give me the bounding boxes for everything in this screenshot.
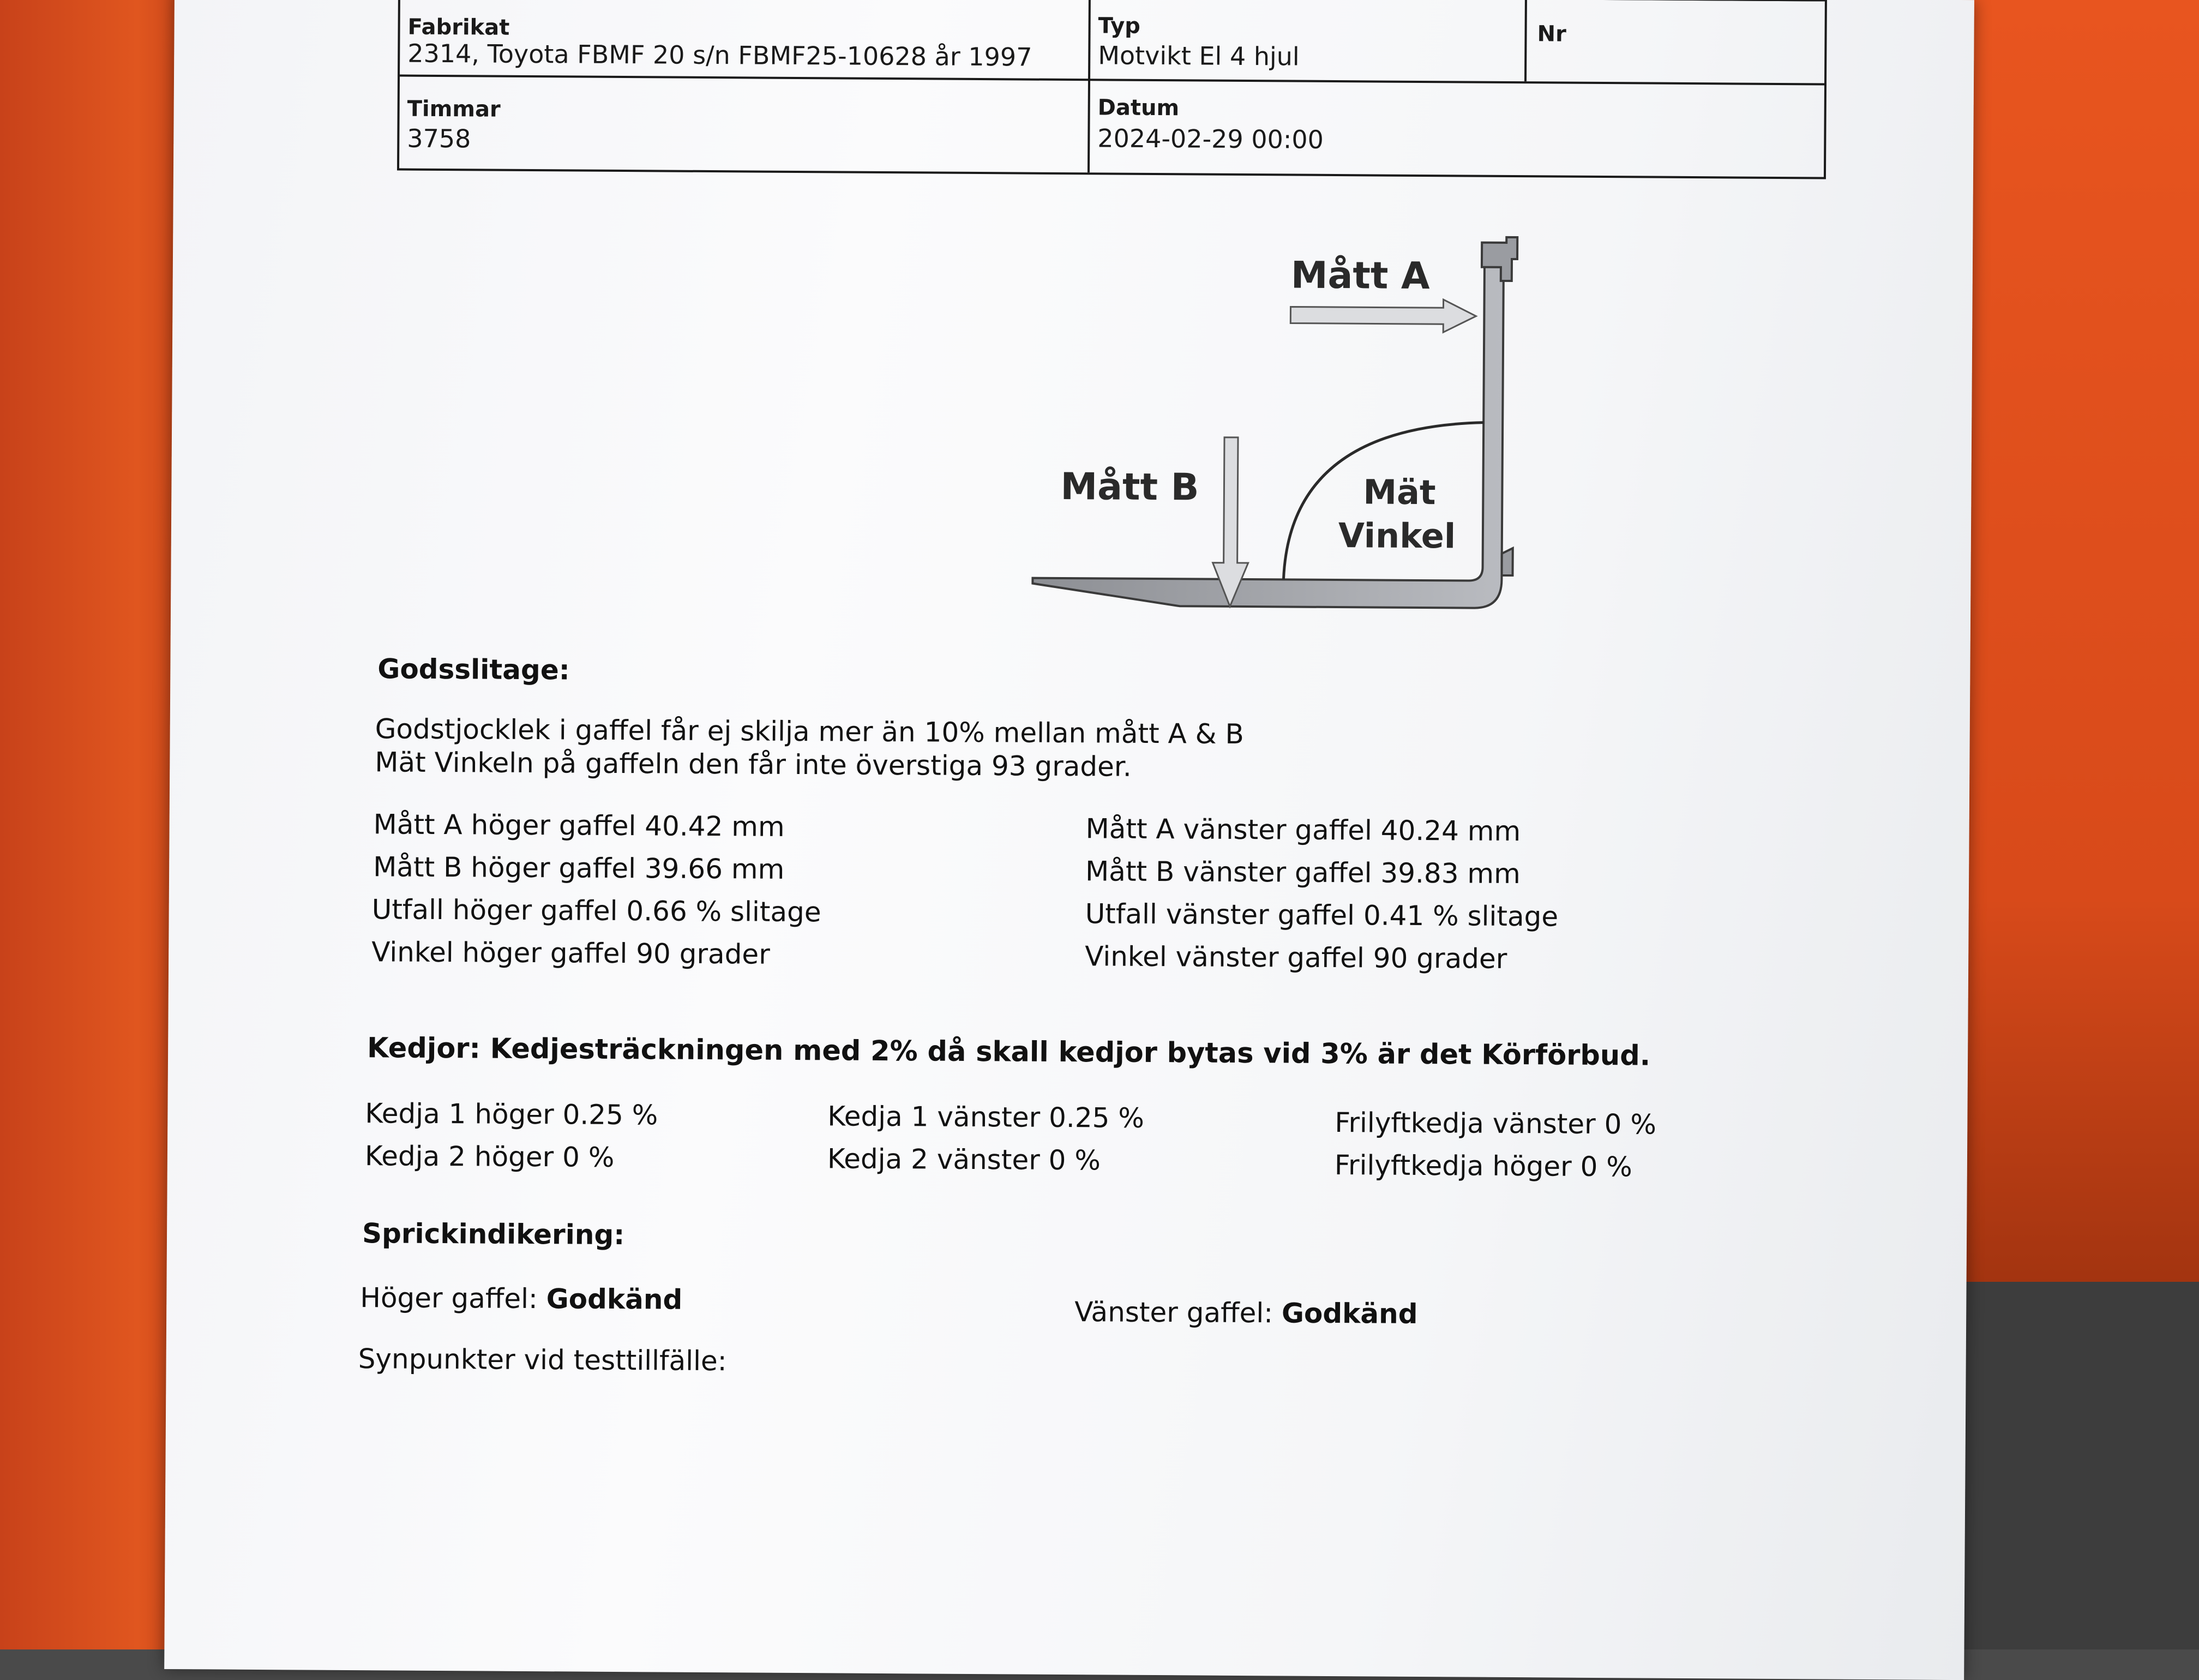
- mat-vinkel-line2: Vinkel: [1338, 515, 1456, 556]
- left-fork-utfall: Utfall vänster gaffel 0.41 % slitage: [1085, 898, 1559, 933]
- hoger-gaffel-row: [360, 1282, 682, 1316]
- vanster-gaffel-status: Godkänd: [1281, 1297, 1418, 1330]
- synpunkter-label: Synpunkter vid testtillfälle:: [358, 1343, 727, 1377]
- hoger-gaffel-label: Höger gaffel:: [360, 1282, 538, 1315]
- sprickindikering-heading: Sprickindikering:: [362, 1217, 625, 1251]
- godsslitage-heading: Godsslitage:: [377, 653, 570, 686]
- arrow-matt-a: [1290, 299, 1476, 333]
- frilyftkedja-vanster: Frilyftkedja vänster 0 %: [1335, 1107, 1656, 1141]
- timmar-label: Timmar: [407, 96, 501, 122]
- datum-label: Datum: [1097, 95, 1180, 121]
- header-table: [397, 0, 1827, 179]
- vanster-gaffel-row: [1074, 1296, 1418, 1330]
- right-fork-vinkel: Vinkel höger gaffel 90 grader: [371, 936, 770, 970]
- kedja-2-hoger: Kedja 2 höger 0 %: [364, 1140, 615, 1173]
- nr-label: Nr: [1537, 21, 1566, 47]
- hoger-gaffel-status: Godkänd: [546, 1283, 683, 1316]
- right-fork-matt-a: Mått A höger gaffel 40.42 mm: [373, 808, 785, 843]
- datum-value: 2024-02-29 00:00: [1097, 123, 1324, 154]
- typ-value: Motvikt El 4 hjul: [1098, 40, 1300, 71]
- godsslitage-rule-thickness: Godstjocklek i gaffel får ej skilja mer än 10% mellan mått A & B: [375, 713, 1245, 751]
- left-fork-matt-b: Mått B vänster gaffel 39.83 mm: [1085, 855, 1521, 890]
- kedjor-heading: Kedjor: Kedjesträckningen med 2% då skall kedjor bytas vid 3% är det Körförbud.: [366, 1032, 1651, 1072]
- inspection-report-sheet: [164, 0, 1974, 1680]
- right-fork-matt-b: Mått B höger gaffel 39.66 mm: [372, 851, 785, 885]
- fabrikat-value: 2314, Toyota FBMF 20 s/n FBMF25-10628 år 1997: [407, 38, 1032, 72]
- kedja-2-vanster: Kedja 2 vänster 0 %: [827, 1143, 1101, 1177]
- matt-b-label: Mått B: [1060, 465, 1199, 509]
- godsslitage-rule-angle: Mät Vinkeln på gaffeln den får inte överstiga 93 grader.: [375, 746, 1132, 783]
- left-fork-matt-a: Mått A vänster gaffel 40.24 mm: [1085, 813, 1521, 848]
- kedja-1-hoger: Kedja 1 höger 0.25 %: [365, 1097, 658, 1131]
- left-fork-vinkel: Vinkel vänster gaffel 90 grader: [1085, 940, 1507, 975]
- kedja-1-vanster: Kedja 1 vänster 0.25 %: [827, 1100, 1145, 1134]
- vanster-gaffel-label: Vänster gaffel:: [1074, 1296, 1273, 1329]
- right-fork-utfall: Utfall höger gaffel 0.66 % slitage: [371, 893, 821, 928]
- fabrikat-label: Fabrikat: [407, 14, 510, 40]
- fork-measurement-diagram: [852, 223, 1591, 620]
- timmar-value: 3758: [407, 123, 471, 154]
- fork-bottom-hook: [1501, 548, 1512, 575]
- matt-a-label: Mått A: [1290, 254, 1430, 298]
- mat-vinkel-line1: Mät: [1363, 472, 1436, 513]
- typ-label: Typ: [1098, 13, 1141, 39]
- frilyftkedja-hoger: Frilyftkedja höger 0 %: [1334, 1149, 1632, 1183]
